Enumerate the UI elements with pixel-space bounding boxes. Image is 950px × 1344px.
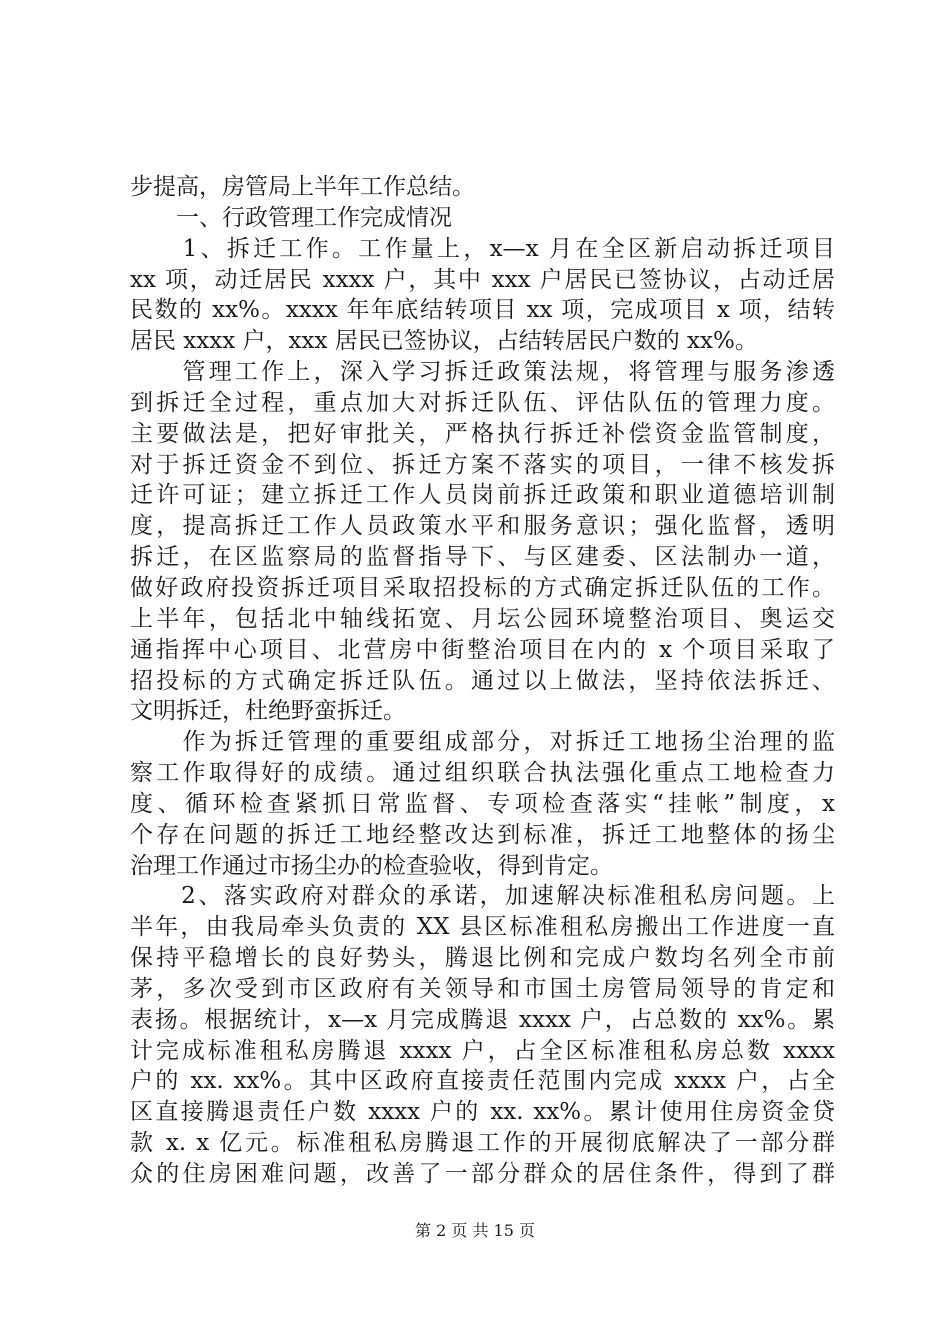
text-line: 迁许可证；建立拆迁工作人员岗前拆迁政策和职业道德培训制 [130, 482, 835, 509]
document-body [130, 172, 835, 1190]
text-line: 主要做法是，把好审批关，严格执行拆迁补偿资金监管制度， [130, 420, 835, 447]
text-line: xx 项，动迁居民 xxxx 户，其中 xxx 户居民已签协议，占动迁居 [130, 266, 835, 293]
text-line: 步提高，房管局上半年工作总结。 [130, 174, 475, 200]
text-line: 招投标的方式确定拆迁队伍。通过以上做法，坚持依法拆迁、 [130, 667, 835, 694]
page-footer: 第 2 页 共 15 页 [415, 1221, 535, 1240]
text-line: 通指挥中心项目、北营房中街整治项目在内的 x 个项目采取了 [130, 636, 835, 663]
text-line: 作为拆迁管理的重要组成部分，对拆迁工地扬尘治理的监 [130, 729, 835, 756]
text-line: 2、落实政府对群众的承诺，加速解决标准租私房问题。上 [130, 883, 835, 910]
text-line: 众的住房困难问题，改善了一部分群众的居住条件，得到了群 [130, 1161, 835, 1187]
text-line: 到拆迁全过程，重点加大对拆迁队伍、评估队伍的管理力度。 [130, 389, 835, 416]
text-line: 1、拆迁工作。工作量上，x—x 月在全区新启动拆迁项目 [130, 235, 835, 262]
text-line: 察工作取得好的成绩。通过组织联合执法强化重点工地检查力 [130, 760, 835, 787]
text-line: 度、循环检查紧抓日常监督、专项检查落实“挂帐”制度，x [130, 790, 835, 817]
text-line: 表扬。根据统计，x—x 月完成腾退 xxxx 户，占总数的 xx%。累 [130, 1006, 835, 1033]
text-line: 区直接腾退责任户数 xxxx 户的 xx. xx%。累计使用住房资金贷 [130, 1099, 835, 1126]
text-line: 居民 xxxx 户，xxx 居民已签协议，占结转居民户数的 xx%。 [130, 328, 758, 355]
text-line: 对于拆迁资金不到位、拆迁方案不落实的项目，一律不核发拆 [130, 451, 835, 478]
text-line: 度，提高拆迁工作人员政策水平和服务意识；强化监督，透明 [130, 513, 835, 540]
text-line: 民数的 xx%。xxxx 年年底结转项目 xx 项，完成项目 x 项，结转 [130, 297, 835, 324]
text-line: 款 x. x 亿元。标准租私房腾退工作的开展彻底解决了一部分群 [130, 1130, 835, 1157]
text-line: 做好政府投资拆迁项目采取招投标的方式确定拆迁队伍的工作。 [130, 574, 835, 601]
text-line: 一、行政管理工作完成情况 [130, 204, 452, 231]
text-line: 半年，由我局牵头负责的 XX 县区标准租私房搬出工作进度一直 [130, 914, 835, 941]
text-line: 管理工作上，深入学习拆迁政策法规，将管理与服务渗透 [130, 359, 835, 386]
text-line: 茅，多次受到市区政府有关领导和市国土房管局领导的肯定和 [130, 975, 835, 1002]
text-line: 拆迁，在区监察局的监督指导下、与区建委、区法制办一道， [130, 544, 835, 571]
text-line: 计完成标准租私房腾退 xxxx 户，占全区标准租私房总数 xxxx [130, 1037, 835, 1064]
text-line: 上半年，包括北中轴线拓宽、月坛公园环境整治项目、奥运交 [130, 605, 835, 632]
text-line: 户的 xx. xx%。其中区政府直接责任范围内完成 xxxx 户，占全 [130, 1068, 835, 1095]
text-line: 保持平稳增长的良好势头，腾退比例和完成户数均名列全市前 [130, 945, 835, 972]
text-line: 治理工作通过市扬尘办的检查验收，得到肯定。 [130, 852, 613, 879]
text-line: 个存在问题的拆迁工地经整改达到标准，拆迁工地整体的扬尘 [130, 821, 835, 848]
text-line: 文明拆迁，杜绝野蛮拆迁。 [130, 698, 406, 725]
